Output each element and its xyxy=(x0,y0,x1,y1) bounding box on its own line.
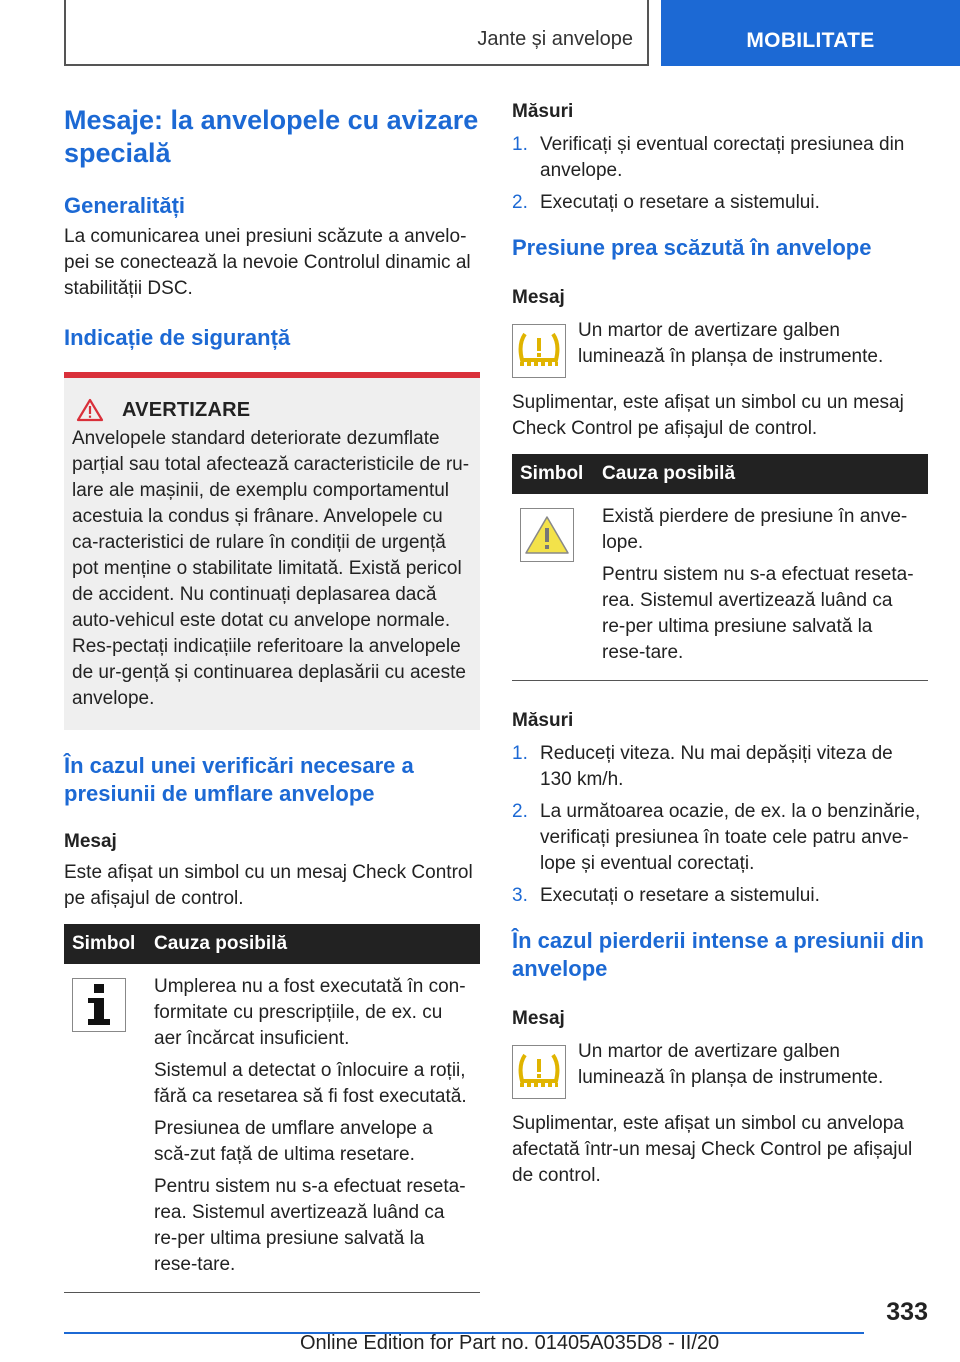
low-pressure-heading: Presiune prea scăzută în anvelope xyxy=(512,235,872,260)
measures-list xyxy=(512,132,928,216)
tire-pressure-warning-icon xyxy=(512,324,566,378)
list-item: 3. Executați o resetare a sistemului. xyxy=(512,885,820,906)
intense-message-label: Mesaj xyxy=(512,1008,565,1029)
warning-box xyxy=(64,372,480,730)
table-row xyxy=(512,494,928,681)
low-measures-list xyxy=(512,741,928,909)
page-number: 333 xyxy=(886,1298,928,1326)
list-item: 1. Verificați și eventual corectați presiunea din anvelope. xyxy=(512,134,905,181)
intense-loss-heading: În cazul pierderii intense a presiunii din anvelope xyxy=(512,928,924,981)
header-section-box xyxy=(64,0,649,66)
check-heading: În cazul unei verificări necesare a presiunii de umflare anvelope xyxy=(64,753,414,806)
safety-heading: Indicație de siguranță xyxy=(64,325,291,350)
measures-label: Măsuri xyxy=(512,101,574,122)
info-icon xyxy=(72,978,126,1032)
low-lamp-text: Un martor de avertizare galben luminează în planșa de instrumente. xyxy=(578,320,884,367)
low-symbol-table xyxy=(512,454,928,681)
check-message-label: Mesaj xyxy=(64,831,117,852)
page-title: Mesaje: la anvelopele cu avizare specială xyxy=(64,105,479,168)
general-text: La comunicarea unei presiuni scăzute a anvelo-pei se conectează la nevoie Controlul dinamic al stabilității DSC. xyxy=(64,226,471,299)
header-chapter-title: MOBILITATE xyxy=(746,29,875,52)
cause-text: Sistemul a detectat o înlocuire a roții, fără ca resetarea să fi fost executată. xyxy=(154,1060,467,1107)
left-column xyxy=(64,100,480,1293)
warning-triangle-icon xyxy=(520,508,574,562)
tire-pressure-warning-icon xyxy=(512,1045,566,1099)
intense-lamp-text: Un martor de avertizare galben luminează în planșa de instrumente. xyxy=(578,1041,884,1088)
cause-text: Există pierdere de presiune în anve-lope. xyxy=(602,506,908,553)
table-head-symbol: Simbol xyxy=(64,924,146,964)
list-item: 2. La următoarea ocazie, de ex. la o benzinărie, verificați presiunea în toate cele patru anve-lope și eventual corectați. xyxy=(512,801,921,874)
cause-text: Pentru sistem nu s-a efectuat reseta-rea. Sistemul avertizează luând ca re-per ultima presiune salvată la rese-tare. xyxy=(154,1176,466,1275)
table-row xyxy=(64,964,480,1293)
edition-text: Online Edition for Part no. 01405A035D8 - II/20 xyxy=(300,1332,720,1354)
right-column xyxy=(512,100,928,1189)
cause-text: Presiunea de umflare anvelope a scă-zut față de ultima resetare. xyxy=(154,1118,433,1165)
check-message-text: Este afișat un simbol cu un mesaj Check Control pe afișajul de control. xyxy=(64,862,473,909)
header-chapter-box xyxy=(661,0,960,66)
low-measures-label: Măsuri xyxy=(512,710,574,731)
cause-text: Pentru sistem nu s-a efectuat reseta-rea. Sistemul avertizează luând ca re-per ultima presiune salvată la rese-tare. xyxy=(602,564,914,663)
low-message-label: Mesaj xyxy=(512,287,565,308)
cause-text: Umplerea nu a fost executată în con-formitate cu prescripțiile, de ex. cu aer încărcat insuficient. xyxy=(154,976,466,1049)
table-head-symbol: Simbol xyxy=(512,454,594,494)
intense-lamp-row xyxy=(512,1039,928,1099)
warning-text: Anvelopele standard deteriorate dezumflate parțial sau total afectează caracteristicile de ru-lare ale mașinii, de exemplu comportamentul acestuia la condus și frânare. Anvelopele cu ca-racteristici de rulare în condiții de urgență pot menține o stabilitate limitată. Există pericol de accident. Nu continuați deplasarea dacă auto-vehicul este dotat cu anvelope normale. Res-pectați indicațiile referitoare la anvelopele de ur-gență și continuarea deplasării cu aceste anvelope. xyxy=(72,428,470,709)
list-item: 1. Reduceți viteza. Nu mai depășiți viteza de 130 km/h. xyxy=(512,743,893,790)
table-head-cause: Cauza posibilă xyxy=(146,924,480,964)
list-item: 2. Executați o resetare a sistemului. xyxy=(512,192,820,213)
warning-title: AVERTIZARE xyxy=(122,398,251,421)
header-section-title: Jante și anvelope xyxy=(477,28,633,50)
warning-triangle-icon xyxy=(76,398,104,422)
check-symbol-table xyxy=(64,924,480,1293)
general-heading: Generalități xyxy=(64,193,186,218)
table-head-cause: Cauza posibilă xyxy=(594,454,928,494)
intense-extra-text: Suplimentar, este afișat un simbol cu anvelopa afectată într-un mesaj Check Control pe afișajul de control. xyxy=(512,1113,913,1186)
low-extra-text: Suplimentar, este afișat un simbol cu un mesaj Check Control pe afișajul de control. xyxy=(512,392,904,439)
low-lamp-row xyxy=(512,318,928,378)
